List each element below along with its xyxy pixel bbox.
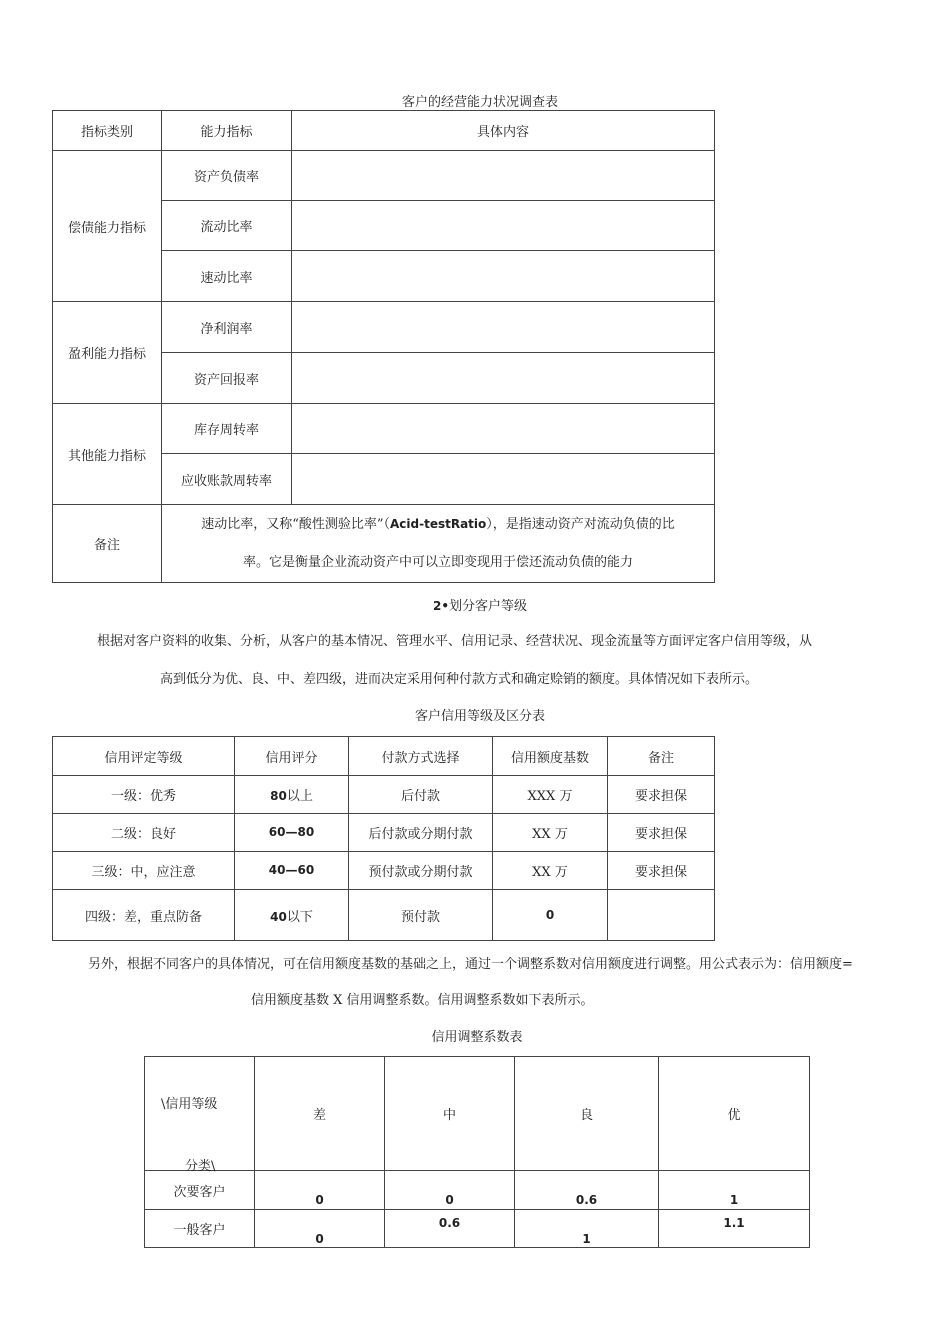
indicator-item: 流动比率 [162,201,292,251]
score-cell [235,890,349,941]
section2-para-line2: 高到低分为优、良、中、差四级，进而决定采用何种付款方式和确定赊销的额度。具体情况如下表所示。 [160,672,759,687]
coefficient-cell: 1.1 [659,1210,810,1248]
credit-base-cell: XXX 万 [493,776,608,814]
header-payment: 付款方式选择 [349,737,493,776]
grade-cell: 三级：中，应注意 [53,852,235,890]
score-cell [235,852,349,890]
table1-title: 客户的经营能力状况调查表 [401,95,558,110]
capability-survey-table [52,110,715,583]
score-cell [235,776,349,814]
score-cell [235,814,349,852]
table-row [53,852,715,890]
remark-cell: 要求担保 [608,776,715,814]
indicator-item: 资产负债率 [162,151,292,201]
indicator-item: 速动比率 [162,251,292,302]
header-content: 具体内容 [292,111,715,151]
row-label: 一般客户 [145,1210,255,1248]
note-content [162,505,715,583]
credit-adjustment-table [144,1056,810,1248]
score-number: 40—60 [268,863,315,877]
score-text: 以上 [286,789,313,804]
category-other: 其他能力指标 [53,404,162,505]
content-cell[interactable] [292,151,715,201]
section2-heading [380,597,580,616]
payment-cell: 预付款或分期付款 [349,852,493,890]
section2-title: 划分客户等级 [449,599,528,614]
content-cell[interactable] [292,454,715,505]
note-line1-b: Acid-testRatio [390,517,487,531]
payment-cell: 预付款 [349,890,493,941]
coefficient-cell: 0 [255,1210,385,1248]
content-cell[interactable] [292,404,715,454]
corner-header-top: \信用等级 [161,1097,218,1112]
note-line2: 率。它是衡量企业流动资产中可以立即变现用于偿还流动负债的能力 [242,555,633,570]
header-remark: 备注 [608,737,715,776]
indicator-item: 资产回报率 [162,353,292,404]
coefficient-cell: 0.6 [515,1171,659,1210]
remark-cell [608,890,715,941]
corner-header-bottom: 分类\ [185,1159,216,1174]
score-number: 80 [270,789,287,803]
score-number: 60—80 [268,825,315,839]
payment-cell: 后付款或分期付款 [349,814,493,852]
header-category: 指标类别 [53,111,162,151]
credit-base-cell: XX 万 [493,814,608,852]
score-number: 40 [270,909,287,924]
header-grade-medium: 中 [385,1057,515,1171]
indicator-item: 应收账款周转率 [162,454,292,505]
section2-para-line1: 根据对客户资料的收集、分析，从客户的基本情况、管理水平、信用记录、经营状况、现金流量等方面评定客户信用等级，从 [97,634,813,649]
note-line1-c: ），是指速动资产对流动负债的比 [486,517,675,532]
grade-cell: 一级：优秀 [53,776,235,814]
header-grade: 信用评定等级 [53,737,235,776]
section2-number: 2• [432,599,449,613]
grade-cell: 四级：差，重点防备 [53,890,235,941]
coefficient-cell: 1 [659,1171,810,1210]
credit-base-cell: 0 [493,890,608,941]
para2-line2: 信用额度基数 X 信用调整系数。信用调整系数如下表所示。 [251,993,594,1008]
table-row [53,814,715,852]
grade-cell: 二级：良好 [53,814,235,852]
header-grade-good: 良 [515,1057,659,1171]
credit-base-cell: XX 万 [493,852,608,890]
coefficient-cell: 0 [385,1171,515,1210]
header-grade-excellent: 优 [659,1057,810,1171]
credit-grade-table [52,736,715,941]
row-label: 次要客户 [145,1171,255,1210]
header-credit-base: 信用额度基数 [493,737,608,776]
table-row [145,1171,810,1210]
coefficient-cell: 0 [255,1171,385,1210]
indicator-item: 净利润率 [162,302,292,353]
table-row [53,776,715,814]
remark-cell: 要求担保 [608,814,715,852]
para2-line1: 另外，根据不同客户的具体情况，可在信用额度基数的基础之上，通过一个调整系数对信用额度进行调整。用公式表示为：信用额度= [88,957,853,972]
indicator-item: 库存周转率 [162,404,292,454]
content-cell[interactable] [292,251,715,302]
corner-header-cell [145,1057,255,1174]
table-row [145,1210,810,1248]
payment-cell: 后付款 [349,776,493,814]
header-indicator: 能力指标 [162,111,292,151]
content-cell[interactable] [292,353,715,404]
content-cell[interactable] [292,302,715,353]
note-line1-a: 速动比率，又称“酸性测验比率”（ [201,517,390,532]
note-label: 备注 [53,505,162,583]
header-grade-poor: 差 [255,1057,385,1171]
coefficient-cell: 0.6 [385,1210,515,1248]
category-solvency: 偿债能力指标 [53,151,162,302]
header-score: 信用评分 [235,737,349,776]
table2-title: 客户信用等级及区分表 [414,709,545,724]
content-cell[interactable] [292,201,715,251]
table-row [53,890,715,941]
score-text: 以下 [286,909,313,925]
table3-title: 信用调整系数表 [431,1030,523,1045]
category-profitability: 盈利能力指标 [53,302,162,404]
coefficient-cell: 1 [515,1210,659,1248]
remark-cell: 要求担保 [608,852,715,890]
